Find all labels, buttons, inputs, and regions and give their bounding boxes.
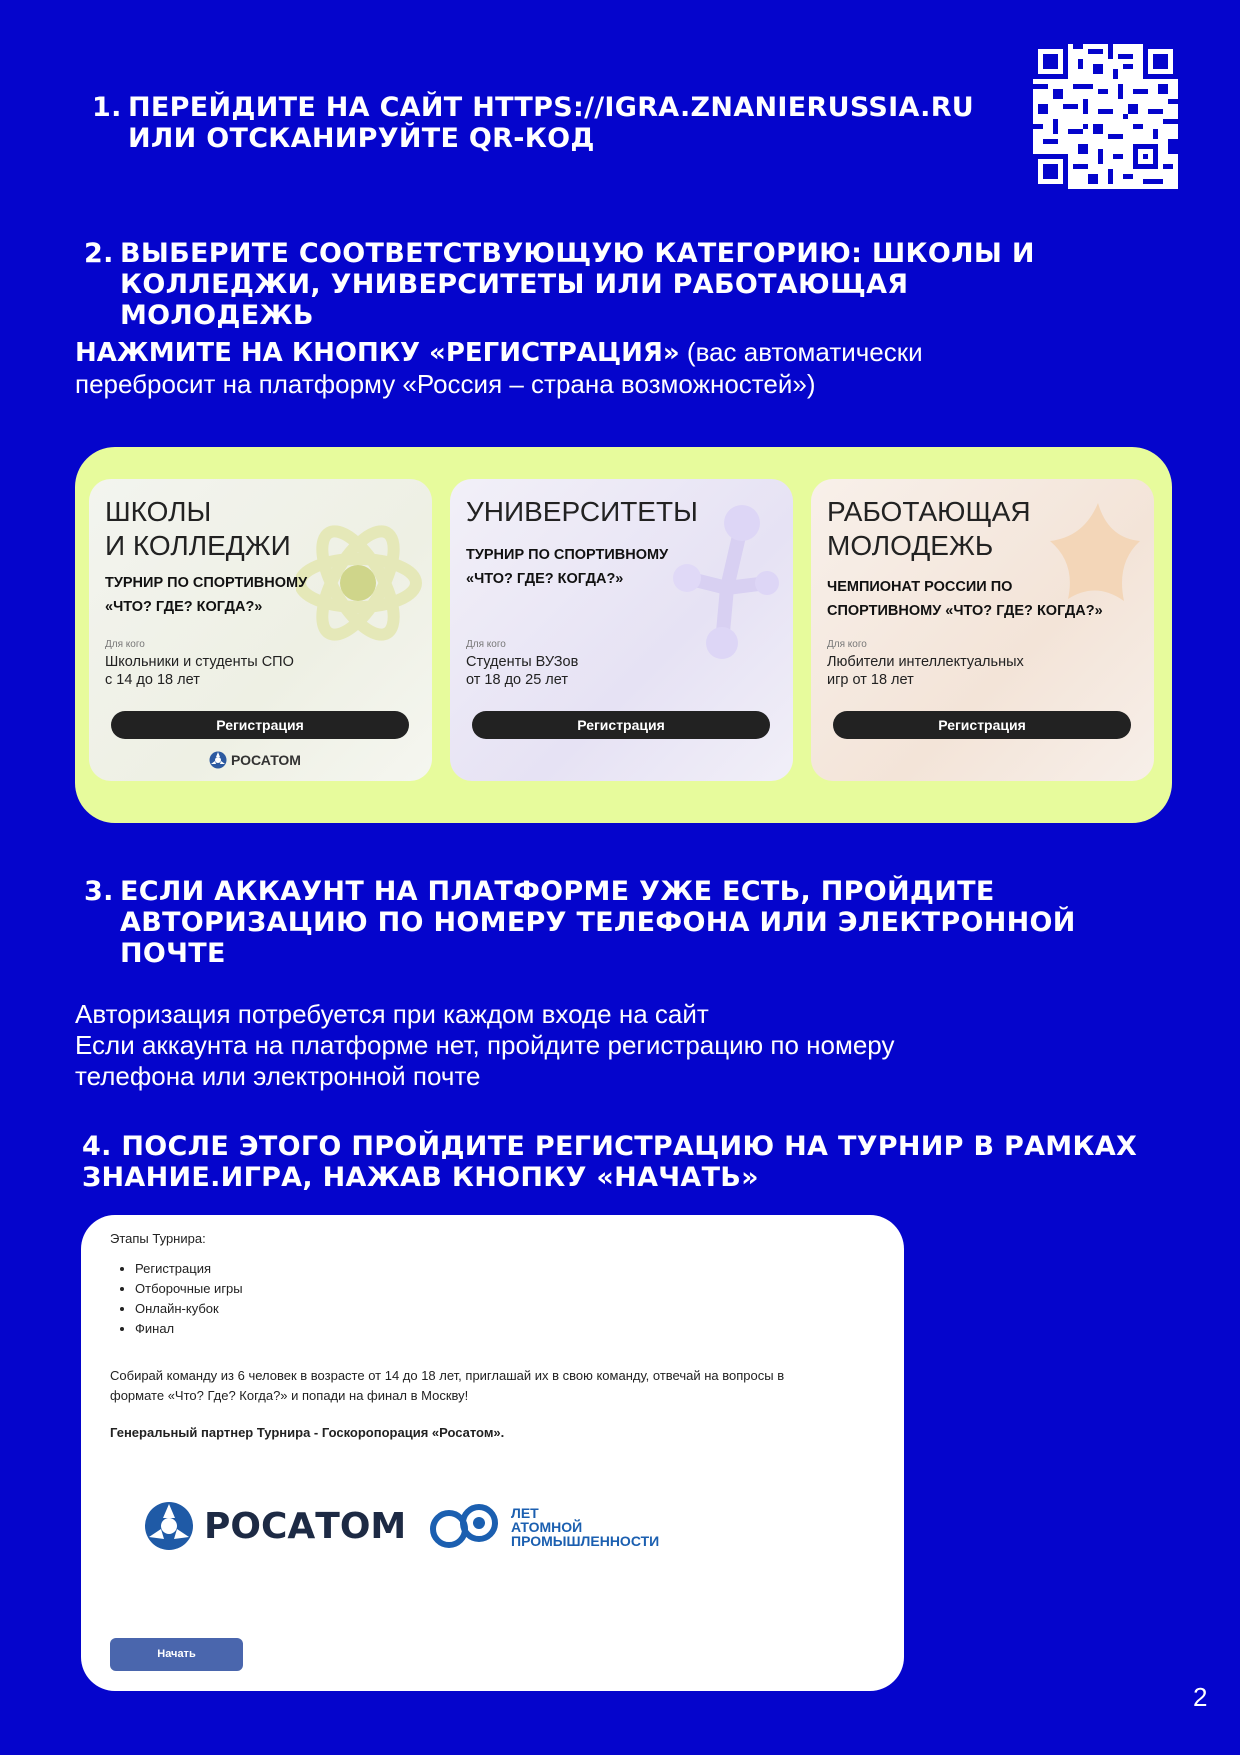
card-audience-line-1: Любители интеллектуальных [827,654,1024,670]
card-audience-line-1: Школьники и студенты СПО [105,654,294,670]
tournament-screenshot [81,1215,904,1691]
auth-note [75,999,1155,1092]
stage-item: • Отборочные игры [135,1279,243,1299]
rosatom-logo-text: РОСАТОМ [231,752,301,768]
rosatom-logo-icon [144,1501,194,1551]
eighty-years-logo [429,1499,659,1555]
card-audience-label: Для кого [466,639,506,650]
card-title-line-2: МОЛОДЕЖЬ [827,530,994,561]
qr-code-icon[interactable] [1033,44,1178,189]
stage-item: • Регистрация [135,1259,243,1279]
step-3-heading [84,876,1124,969]
auth-note-line-2: Если аккаунта на платформе нет, пройдите регистрацию по номеру [75,1030,895,1060]
card-subtitle-line-1: ТУРНИР ПО СПОРТИВНОМУ [466,547,669,563]
card-title-line-1: ШКОЛЫ [105,496,212,527]
step-4-line-1: 4. ПОСЛЕ ЭТОГО ПРОЙДИТЕ РЕГИСТРАЦИЮ НА ТУРНИР В РАМКАХ [82,1131,1138,1162]
rosatom-large-logo [144,1501,406,1551]
card-title-line-1: РАБОТАЮЩАЯ [827,496,1031,527]
card-audience-line-2: игр от 18 лет [827,672,914,688]
auth-note-line-3: телефона или электронной почте [75,1061,481,1091]
start-button[interactable]: Начать [110,1638,243,1671]
card-audience [105,653,345,689]
atom-rings-icon [429,1499,501,1555]
register-note-bold: НАЖМИТЕ НА КНОПКУ «РЕГИСТРАЦИЯ» [75,338,680,368]
register-button-schools[interactable]: Регистрация [111,711,409,739]
step-2-number: 2. [84,238,114,269]
category-card-working-youth[interactable] [811,479,1154,781]
card-subtitle [466,543,668,591]
category-panel [75,447,1172,823]
card-title-line-2: И КОЛЛЕДЖИ [105,530,291,561]
stage-item: • Онлайн-кубок [135,1299,243,1319]
card-audience-label: Для кого [105,639,145,650]
card-subtitle [105,571,307,619]
eighty-line-3: ПРОМЫШЛЕННОСТИ [511,1533,660,1549]
stages-list [108,1259,243,1339]
card-title [105,495,291,563]
step-3-number: 3. [84,876,114,907]
step-2-heading [84,238,1084,331]
step-3-line-1: ЕСЛИ АККАУНТ НА ПЛАТФОРМЕ УЖЕ ЕСТЬ, ПРОЙДИТЕ [120,876,995,907]
category-card-universities[interactable] [450,479,793,781]
card-subtitle-line-1: ТУРНИР ПО СПОРТИВНОМУ [105,575,308,591]
card-audience-line-2: с 14 до 18 лет [105,672,200,688]
card-audience-label: Для кого [827,639,867,650]
rosatom-logo-text: РОСАТОМ [204,1505,407,1547]
register-note-line-2: перебросит на платформу «Россия – страна возможностей») [75,369,816,399]
step-3-line-3: ПОЧТЕ [120,938,226,969]
card-title [466,495,698,529]
card-audience [827,653,1067,689]
register-button-working-youth[interactable]: Регистрация [833,711,1131,739]
register-button-universities[interactable]: Регистрация [472,711,770,739]
card-title [827,495,1031,563]
rosatom-logo [209,751,301,769]
eighty-line-2: АТОМНОЙ [511,1519,583,1535]
step-2-line-2: КОЛЛЕДЖИ, УНИВЕРСИТЕТЫ ИЛИ РАБОТАЮЩАЯ МОЛОДЕЖЬ [120,269,909,331]
step-4-heading [82,1131,1202,1193]
register-note-rest: (вас автоматически [679,337,923,367]
card-title-line-1: УНИВЕРСИТЕТЫ [466,496,698,527]
card-audience-line-1: Студенты ВУЗов [466,654,579,670]
description-line-1: Собирай команду из 6 человек в возрасте от 14 до 18 лет, приглашай их в свою команду, отвечай на вопросы в [110,1368,785,1383]
card-subtitle-line-1: ЧЕМПИОНАТ РОССИИ ПО [827,579,1013,595]
step-1-line-2: ИЛИ ОТСКАНИРУЙТЕ QR-КОД [128,123,595,154]
partner-text: Генеральный партнер Турнира - Госкоропорация «Росатом». [110,1425,505,1440]
step-1-line-1: ПЕРЕЙДИТЕ НА САЙТ HTTPS://IGRA.ZNANIERUSSIA.RU [128,92,975,123]
card-subtitle-line-2: «ЧТО? ГДЕ? КОГДА?» [466,571,624,587]
step-1-number: 1. [92,92,122,123]
register-note [75,337,1135,400]
stage-item: • Финал [135,1319,243,1339]
rosatom-logo-icon [209,751,227,769]
eighty-years-text [511,1506,659,1548]
step-1-heading [92,92,992,154]
category-card-schools[interactable] [89,479,432,781]
tournament-description [110,1366,870,1406]
auth-note-line-1: Авторизация потребуется при каждом входе на сайт [75,999,709,1029]
atom-icon [296,493,426,663]
stages-title: Этапы Турнира: [110,1231,206,1246]
page-number: 2 [1193,1682,1208,1712]
step-3-line-2: АВТОРИЗАЦИЮ ПО НОМЕРУ ТЕЛЕФОНА ИЛИ ЭЛЕКТРОННОЙ [120,907,1076,938]
card-subtitle [827,575,1103,623]
eighty-line-1: ЛЕТ [511,1505,539,1521]
card-subtitle-line-2: «ЧТО? ГДЕ? КОГДА?» [105,599,263,615]
step-2-line-1: ВЫБЕРИТЕ СООТВЕТСТВУЮЩУЮ КАТЕГОРИЮ: ШКОЛЫ И [120,238,1035,269]
card-audience [466,653,706,689]
card-subtitle-line-2: СПОРТИВНОМУ «ЧТО? ГДЕ? КОГДА?» [827,603,1103,619]
step-4-line-2: ЗНАНИЕ.ИГРА, НАЖАВ КНОПКУ «НАЧАТЬ» [82,1162,759,1193]
description-line-2: формате «Что? Где? Когда?» и попади на финал в Москву! [110,1388,469,1403]
card-audience-line-2: от 18 до 25 лет [466,672,568,688]
